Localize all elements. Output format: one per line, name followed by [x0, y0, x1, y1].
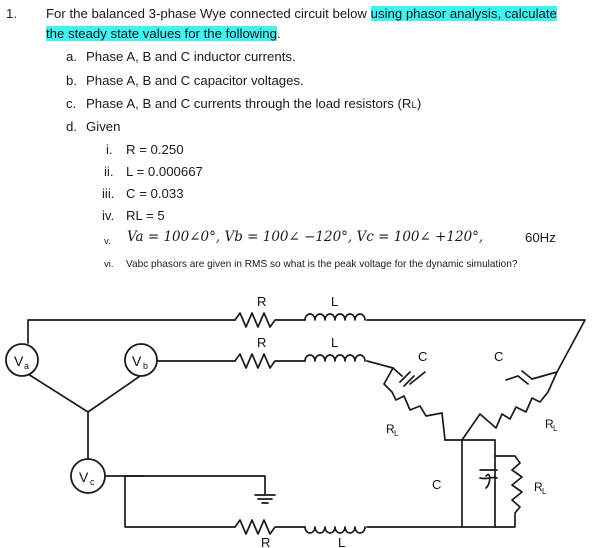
- label-l-c: L: [338, 535, 346, 548]
- question-text-plain: For the balanced 3-phase Wye connected circuit below: [46, 6, 367, 21]
- load-a-leads: [506, 372, 557, 380]
- source-vb-label: V: [132, 353, 142, 369]
- label-rl-b: R: [386, 422, 395, 436]
- item-c-subscript: L: [411, 100, 417, 111]
- item-a-text: Phase A, B and C inductor currents.: [86, 49, 296, 64]
- label-r-b: R: [257, 335, 267, 350]
- peak-voltage-note: Vabc phasors are given in RMS so what is the peak voltage for the dynamic simulation?: [126, 259, 518, 270]
- resistor-a: [235, 313, 305, 327]
- label-l-a: L: [331, 294, 339, 309]
- label-l-b: L: [331, 335, 339, 350]
- source-vb: [125, 344, 157, 376]
- resistor-c: [235, 520, 305, 534]
- question-highlight-2: the steady state values for the following: [46, 26, 277, 41]
- label-c-c: C: [432, 477, 442, 492]
- label-rl-c: R: [534, 480, 543, 494]
- given-i-text: R = 0.250: [126, 142, 184, 157]
- label-rl-a-sub: L: [553, 424, 558, 433]
- question-number: 1.: [6, 6, 17, 21]
- label-rl-a: R: [545, 417, 554, 431]
- inductor-a: [305, 314, 365, 320]
- inductor-c: [305, 527, 365, 533]
- item-b-marker: b.: [66, 73, 77, 88]
- item-c-text: Phase A, B and C currents through the load resistors (R: [86, 96, 412, 111]
- given-iii-text: C = 0.033: [126, 186, 184, 201]
- load-c-resistor: [495, 456, 522, 527]
- resistor-b: [235, 354, 305, 368]
- item-b-text: Phase A, B and C capacitor voltages.: [86, 73, 304, 88]
- item-a-marker: a.: [66, 49, 77, 64]
- wire-ground: [125, 476, 275, 503]
- inductor-b: [305, 355, 365, 361]
- question-line-2-tail: .: [276, 26, 281, 41]
- source-vc: [71, 459, 105, 493]
- given-ii-text: L = 0.000667: [126, 164, 203, 179]
- wire-source-wye: [28, 374, 143, 465]
- phasor-unit: 60Hz: [525, 230, 556, 245]
- given-iii-marker: iii.: [102, 186, 115, 201]
- label-r-c: R: [261, 535, 271, 548]
- load-b-capacitor: [400, 372, 414, 386]
- phasor-equation: Va = 100∠0°, Vb = 100∠ −120°, Vc = 100∠ +120°,: [127, 229, 484, 245]
- given-iv-marker: iv.: [102, 208, 115, 223]
- load-a-capacitor: [518, 371, 532, 384]
- label-rl-b-sub: L: [394, 429, 399, 438]
- given-ii-marker: ii.: [104, 164, 114, 179]
- label-rl-c-sub: L: [542, 487, 547, 496]
- source-vc-subscript: c: [90, 477, 95, 487]
- wire-phase-b: [158, 361, 393, 368]
- source-va-label: V: [14, 353, 24, 369]
- given-i-marker: i.: [106, 142, 113, 157]
- given-iv-text: RL = 5: [126, 208, 165, 223]
- source-vb-subscript: b: [143, 361, 149, 371]
- item-c-close: ): [416, 96, 422, 111]
- wire-load-neutral: [445, 440, 495, 527]
- load-a-resistor: [462, 372, 557, 440]
- item-d-text: Given: [86, 119, 121, 134]
- given-v-marker: v.: [104, 236, 111, 247]
- wire-phase-a: [28, 320, 585, 372]
- label-r-a: R: [257, 294, 267, 309]
- source-va: [6, 344, 38, 376]
- source-vc-label: V: [79, 469, 89, 485]
- source-va-subscript: a: [24, 361, 30, 371]
- label-c-b: C: [418, 349, 428, 364]
- item-c-marker: c.: [66, 96, 77, 111]
- label-c-a: C: [494, 349, 504, 364]
- question-highlight-1: using phasor analysis, calculate: [370, 6, 557, 21]
- item-d-marker: d.: [66, 119, 77, 134]
- given-vi-marker: vi.: [104, 259, 114, 270]
